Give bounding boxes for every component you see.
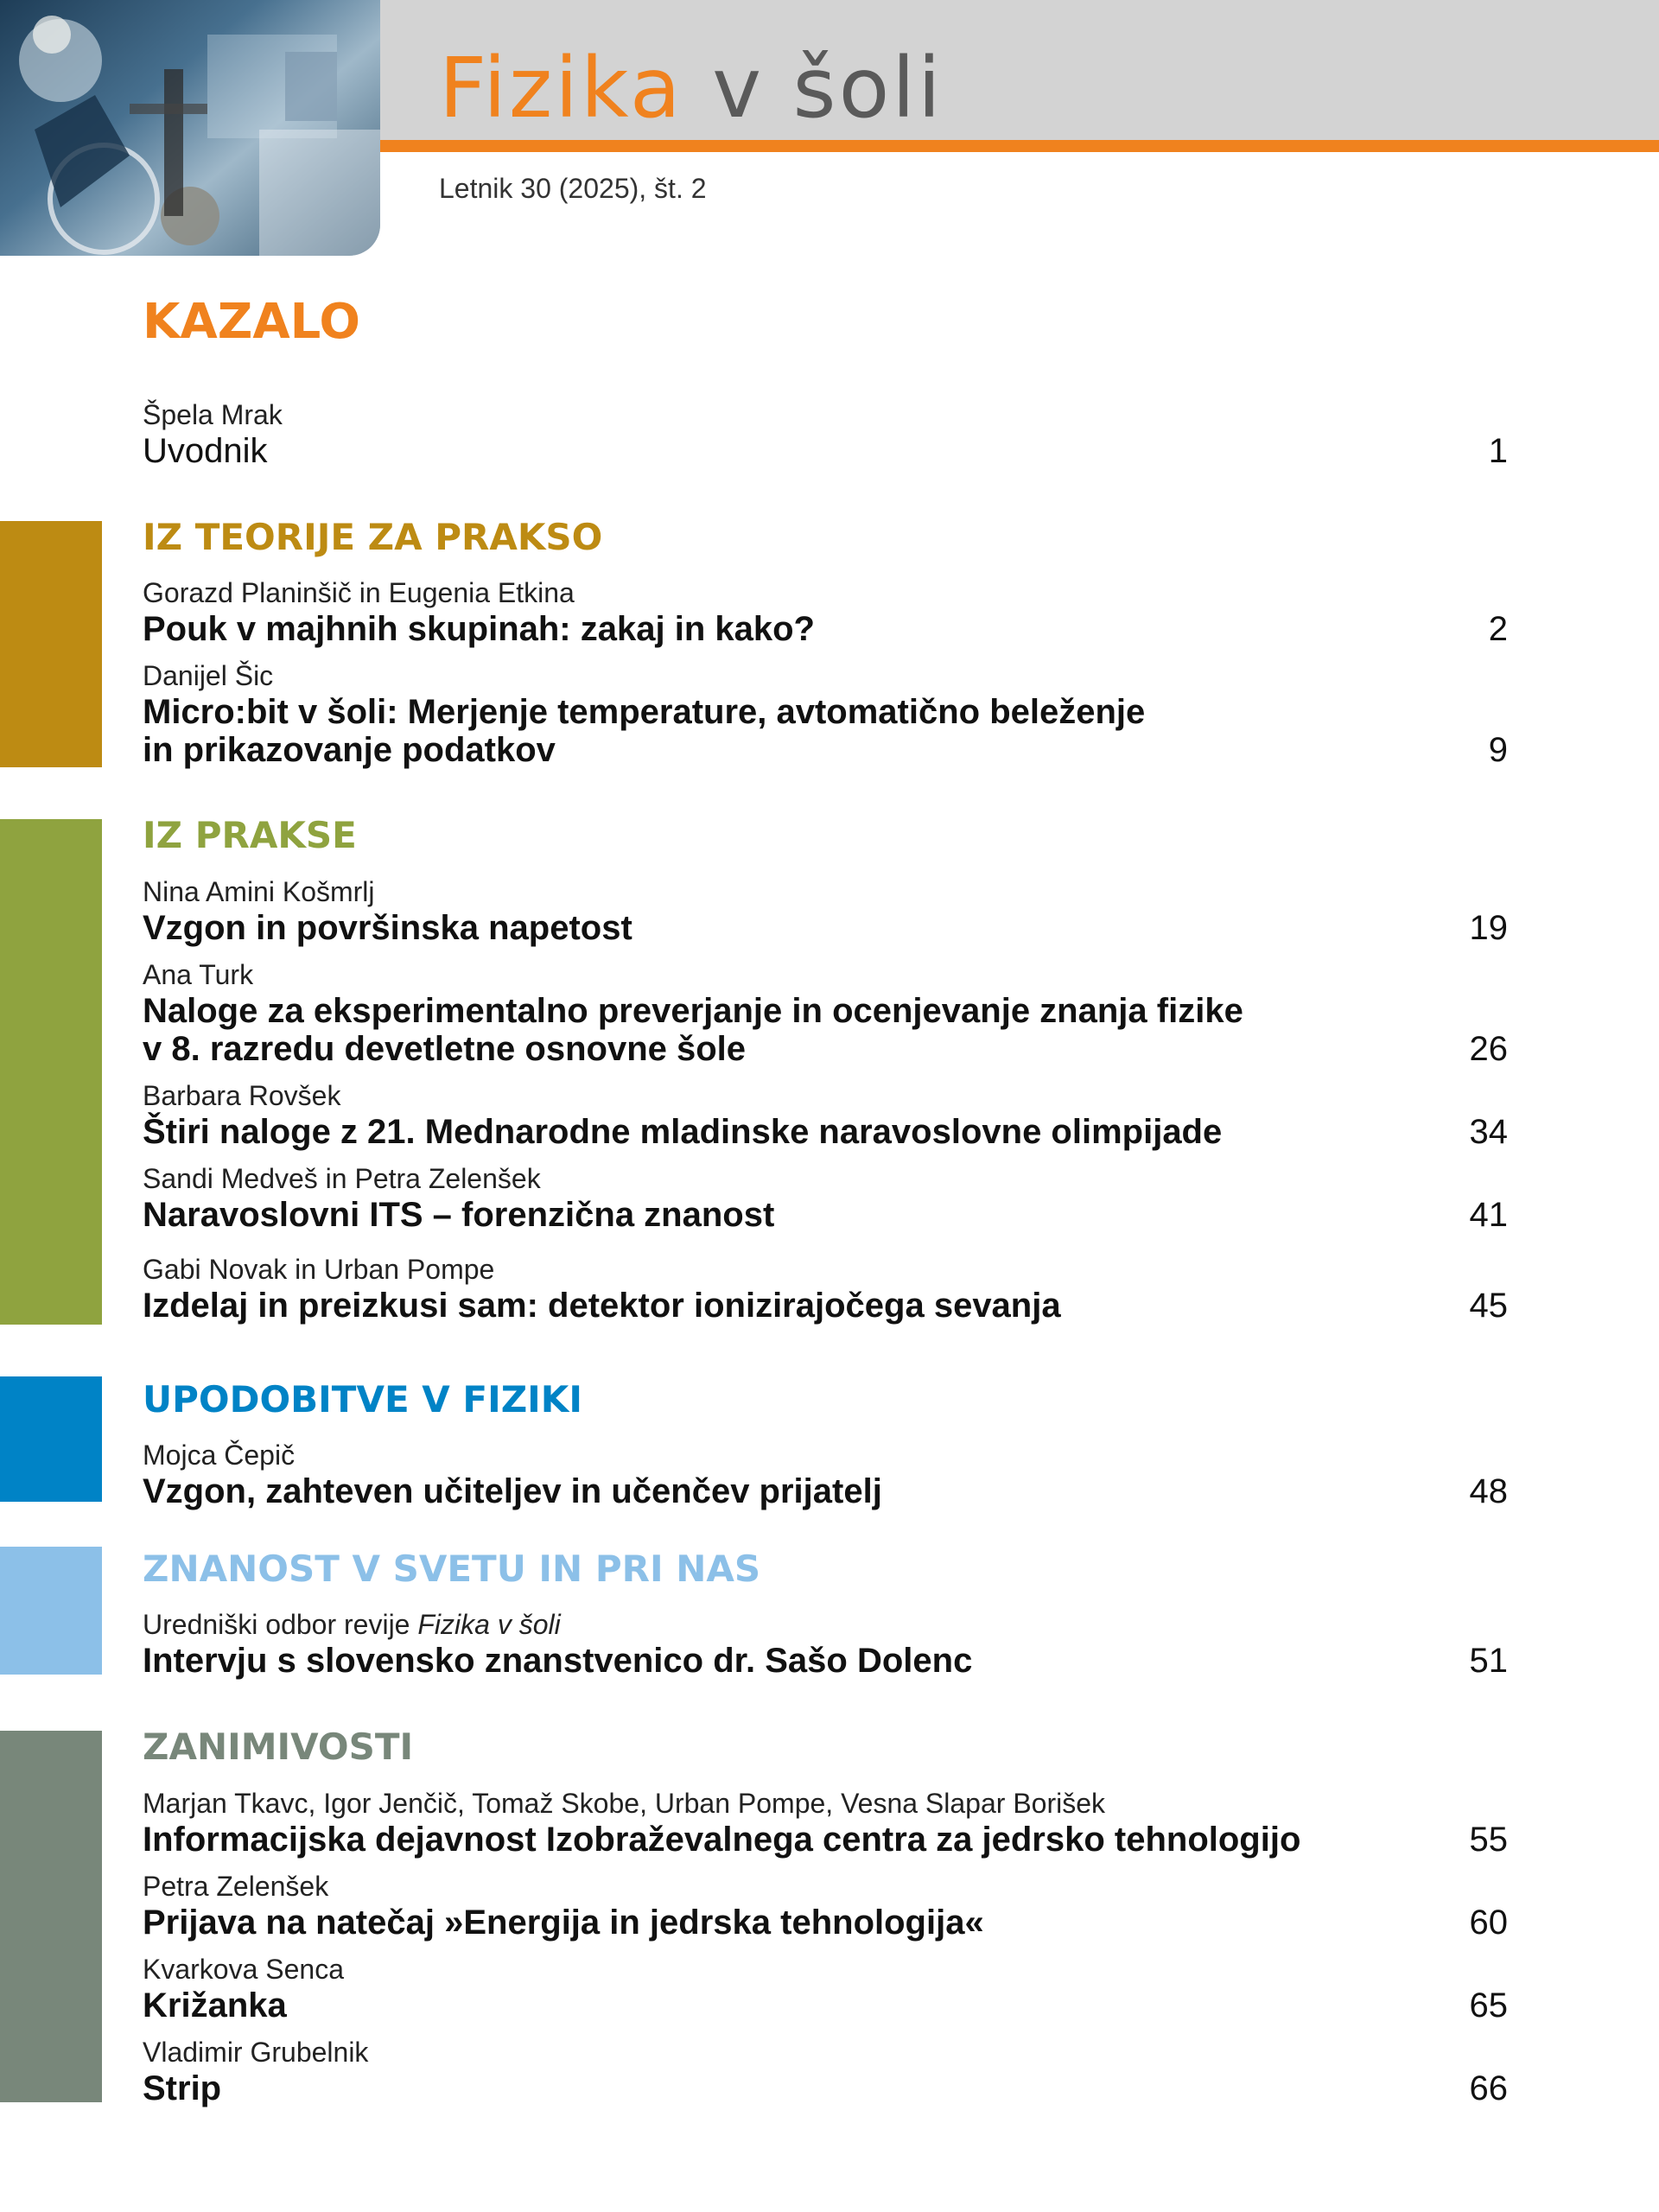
entry-author: Kvarkova Senca <box>143 1954 345 1985</box>
section-heading-upodobitve: UPODOBITVE V FIZIKI <box>143 1378 582 1421</box>
entry-title: Prijava na natečaj »Energija in jedrska tehnologija« <box>143 1904 984 1942</box>
contents-heading: KAZALO <box>143 294 360 350</box>
entry-title: Vzgon in površinska napetost <box>143 909 632 947</box>
entry-title: Micro:bit v šoli: Merjenje temperature, avtomatično beleženje in prikazovanje podatkov <box>143 693 1146 769</box>
entry-page-number: 9 <box>1488 731 1508 769</box>
entry-title: Križanka <box>143 1986 287 2024</box>
section-color-bar-teorija <box>0 521 102 767</box>
entry-page-number: 1 <box>1488 432 1508 470</box>
entry-page-number: 48 <box>1469 1472 1508 1510</box>
section-heading-teorija: IZ TEORIJE ZA PRAKSO <box>143 516 603 558</box>
entry-author: Sandi Medveš in Petra Zelenšek <box>143 1163 541 1194</box>
entry-author: Danijel Šic <box>143 660 274 691</box>
section-heading-praksa: IZ PRAKSE <box>143 814 357 856</box>
entry-author: Vladimir Grubelnik <box>143 2037 369 2068</box>
entry-author-editors: Uredniški odbor revije <box>143 1609 410 1640</box>
entry-page-number: 41 <box>1469 1196 1508 1234</box>
section-color-bar-znanost <box>0 1547 102 1675</box>
entry-author: Marjan Tkavc, Igor Jenčič, Tomaž Skobe, Urban Pompe, Vesna Slapar Borišek <box>143 1788 1106 1819</box>
entry-page-number: 34 <box>1469 1113 1508 1151</box>
magazine-title-brand: Fizika <box>439 40 683 137</box>
section-heading-zanimivosti: ZANIMIVOSTI <box>143 1726 414 1768</box>
toc-entry[interactable] <box>143 575 1508 648</box>
entry-title: Strip <box>143 2069 222 2107</box>
entry-title: Naravoslovni ITS – forenzična znanost <box>143 1196 775 1234</box>
entry-page-number: 2 <box>1488 610 1508 648</box>
toc-entry[interactable] <box>143 1869 1508 1942</box>
entry-page-number: 66 <box>1469 2069 1508 2107</box>
entry-author: Špela Mrak <box>143 399 283 430</box>
entry-author: Petra Zelenšek <box>143 1871 329 1902</box>
entry-page-number: 55 <box>1469 1821 1508 1859</box>
laboratory-photo-icon <box>0 0 380 256</box>
toc-entry[interactable] <box>143 957 1508 1068</box>
entry-author-journal: Fizika v šoli <box>417 1609 561 1640</box>
issue-info: Letnik 30 (2025), št. 2 <box>439 173 707 204</box>
entry-page-number: 65 <box>1469 1986 1508 2024</box>
toc-entry[interactable] <box>143 1252 1508 1325</box>
entry-title: Vzgon, zahteven učiteljev in učenčev prijatelj <box>143 1472 882 1510</box>
section-color-bar-zanimivosti <box>0 1731 102 2102</box>
header-accent-stripe <box>380 140 1659 152</box>
toc-entry[interactable] <box>143 1438 1508 1510</box>
entry-author: Barbara Rovšek <box>143 1080 341 1111</box>
entry-author: Mojca Čepič <box>143 1440 296 1471</box>
entry-page-number: 51 <box>1469 1642 1508 1680</box>
entry-author: Gorazd Planinšič in Eugenia Etkina <box>143 577 575 608</box>
entry-title: Intervju s slovensko znanstvenico dr. Sašo Dolenc <box>143 1642 973 1680</box>
entry-author: Nina Amini Košmrlj <box>143 876 375 907</box>
entry-page-number: 60 <box>1469 1904 1508 1942</box>
entry-title: Izdelaj in preizkusi sam: detektor ionizirajočega sevanja <box>143 1287 1061 1325</box>
entry-page-number: 45 <box>1469 1287 1508 1325</box>
toc-entry[interactable] <box>143 874 1508 947</box>
cover-photo <box>0 0 380 256</box>
entry-author: Ana Turk <box>143 959 254 990</box>
entry-author <box>143 1607 1508 1642</box>
toc-entry[interactable] <box>143 1607 1508 1680</box>
entry-title: Informacijska dejavnost Izobraževalnega centra za jedrsko tehnologijo <box>143 1821 1301 1859</box>
entry-page-number: 19 <box>1469 909 1508 947</box>
entry-page-number: 26 <box>1469 1030 1508 1068</box>
entry-title: Uvodnik <box>143 432 268 470</box>
toc-entry[interactable] <box>143 658 1508 769</box>
toc-entry[interactable] <box>143 1786 1508 1859</box>
entry-author: Gabi Novak in Urban Pompe <box>143 1254 495 1285</box>
entry-title: Pouk v majhnih skupinah: zakaj in kako? <box>143 610 815 648</box>
section-heading-znanost: ZNANOST V SVETU IN PRI NAS <box>143 1548 761 1590</box>
toc-entry[interactable] <box>143 2035 1508 2107</box>
toc-entry[interactable] <box>143 1952 1508 2024</box>
entry-title: Naloge za eksperimentalno preverjanje in ocenjevanje znanja fizike v 8. razredu devetletne osnovne šole <box>143 992 1243 1068</box>
entry-title: Štiri naloge z 21. Mednarodne mladinske naravoslovne olimpijade <box>143 1113 1223 1151</box>
magazine-title <box>439 40 944 137</box>
toc-entry[interactable] <box>143 1161 1508 1234</box>
magazine-title-rest: v šoli <box>712 40 944 137</box>
section-color-bar-upodobitve <box>0 1376 102 1502</box>
toc-entry-intro[interactable] <box>143 397 1508 470</box>
toc-entry[interactable] <box>143 1078 1508 1151</box>
section-color-bar-praksa <box>0 819 102 1325</box>
